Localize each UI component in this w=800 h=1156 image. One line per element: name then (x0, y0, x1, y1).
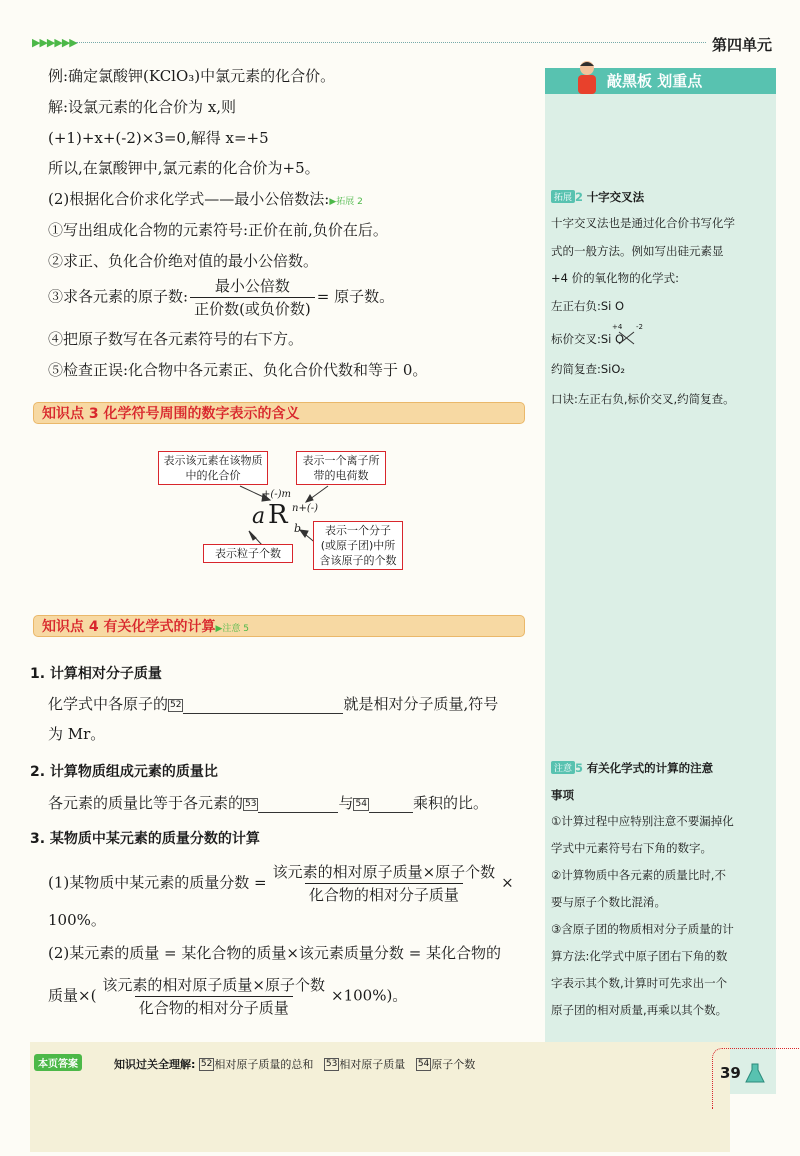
para-3a (48, 862, 514, 905)
para-1a-pre: 化学式中各原子的 (48, 695, 169, 713)
answer-row (114, 1056, 475, 1072)
note-label: 注意 (551, 761, 575, 774)
para-1a-post: 就是相对分子质量,符号 (343, 695, 499, 713)
symbol-charge: n+(-) (292, 503, 319, 514)
note-number: 5 (575, 761, 584, 775)
heading-3: 3. 某物质中某元素的质量分数的计算 (30, 831, 260, 847)
extension-label: 拓展 (551, 190, 575, 203)
symbol-subscript: b (294, 522, 302, 535)
para-2-mid: 与 (338, 794, 354, 812)
extension-heading (551, 189, 644, 205)
symbol-coefficient: a (252, 504, 266, 529)
step-3-pre: ③求各元素的原子数: (48, 287, 189, 306)
symbol-valence: +(-)m (262, 489, 292, 500)
note-line-7: 字表示其个数,计算时可先求出一个 (551, 976, 728, 990)
answer-badge-52: 52 (200, 1059, 213, 1069)
para-3a-pre: (1)某物质中某元素的质量分数 = (48, 873, 267, 892)
example-line-2: 解:设氯元素的化合价为 x,则 (48, 98, 237, 116)
blank-badge-52: 52 (170, 700, 182, 710)
para-3a-post: × (501, 873, 514, 892)
para-1b: 为 Mr。 (48, 725, 106, 743)
cross-arrows-icon (618, 331, 636, 345)
extension-tag: ▶拓展 2 (329, 197, 363, 207)
header-arrows: ▶▶▶▶▶▶ (32, 36, 77, 49)
example-line-3: (+1)+x+(-2)×3=0,解得 x=+5 (48, 129, 269, 147)
para-3d-post: ×100%)。 (331, 986, 408, 1005)
valence-box: 表示该元素在该物质中的化合价 (158, 451, 268, 485)
section-2-title-text: (2)根据化合价求化学式——最小公倍数法: (48, 190, 330, 208)
note-line-6: 算方法:化学式中原子团右下角的数 (551, 949, 728, 963)
note-heading (551, 760, 713, 776)
answer-badge-54: 54 (417, 1059, 430, 1069)
para-3d-numerator: 该元素的相对原子质量×原子个数 (102, 976, 325, 994)
extension-line-7: 口诀:左正右负,标价交叉,约简复查。 (551, 392, 735, 406)
step-5: ⑤检查正误:化合物中各元素正、负化合价代数和等于 0。 (48, 361, 428, 379)
para-3d-denominator: 化合物的相对分子质量 (135, 996, 293, 1018)
sidebar-banner: 敲黑板 划重点 (545, 68, 776, 94)
step-3-denominator: 正价数(或负价数) (190, 297, 315, 319)
para-2-post: 乘积的比。 (412, 794, 488, 812)
extension-number: 2 (575, 190, 584, 204)
unit-title: 第四单元 (712, 36, 773, 54)
step-3-numerator: 最小公倍数 (214, 277, 290, 295)
extension-line-4: 左正右负:Si O (551, 299, 625, 313)
answer-label: 本页答案 (34, 1054, 82, 1071)
note-line-2: 学式中元素符号右下角的数字。 (551, 841, 712, 855)
answer-blank-52[interactable] (183, 697, 343, 714)
knowledge-point-4-header (33, 615, 525, 637)
knowledge-point-4-title: 知识点 4 有关化学式的计算 (42, 619, 216, 635)
flask-icon (744, 1062, 766, 1084)
knowledge-point-3-header: 知识点 3 化学符号周围的数字表示的含义 (33, 402, 525, 424)
extension-line-2: 式的一般方法。例如写出硅元素显 (551, 244, 724, 258)
extension-title: 十字交叉法 (586, 190, 645, 204)
answer-blank-53[interactable] (258, 796, 338, 813)
answer-blank-54[interactable] (369, 796, 413, 813)
note-line-5: ③含原子团的物质相对分子质量的计 (551, 922, 734, 936)
heading-2: 2. 计算物质组成元素的质量比 (30, 764, 218, 780)
step-4: ④把原子数写在各元素符号的右下方。 (48, 330, 304, 348)
step-1: ①写出组成化合物的元素符号:正价在前,负价在后。 (48, 221, 388, 239)
para-3a-denominator: 化合物的相对分子质量 (305, 883, 463, 905)
para-3d-fraction (98, 975, 329, 1018)
note-line-8: 原子团的相对质量,再乘以其个数。 (551, 1003, 728, 1017)
note-line-4: 要与原子个数比混淆。 (551, 895, 666, 909)
teacher-icon (570, 58, 604, 94)
step-3-post: = 原子数。 (316, 287, 395, 306)
blank-badge-54: 54 (355, 799, 367, 809)
answer-title: 知识过关全理解: (114, 1058, 196, 1071)
page-number: 39 (720, 1064, 741, 1082)
para-3c: (2)某元素的质量 = 某化合物的质量×该元素质量分数 = 某化合物的 (48, 944, 502, 962)
note-line-1: ①计算过程中应特别注意不要漏掉化 (551, 814, 734, 828)
silicon-valence: +4 (612, 323, 623, 331)
para-1a (48, 694, 498, 714)
note-title: 有关化学式的计算的注意 (586, 761, 714, 775)
extension-line-3: +4 价的氧化物的化学式: (551, 271, 679, 285)
blank-badge-53: 53 (245, 799, 257, 809)
extension-line-5: 标价交叉:Si O (551, 332, 625, 346)
para-3a-numerator: 该元素的相对原子质量×原子个数 (272, 863, 496, 881)
step-2: ②求正、负化合价绝对值的最小公倍数。 (48, 252, 319, 270)
example-line-4: 所以,在氯酸钾中,氯元素的化合价为+5。 (48, 159, 320, 177)
extension-line-6: 约简复查:SiO₂ (551, 362, 626, 376)
extension-line-1: 十字交叉法也是通过化合价书写化学 (551, 216, 735, 230)
atom-count-box: 表示一个分子(或原子团)中所含该原子的个数 (313, 521, 403, 570)
para-3a-fraction (269, 862, 500, 905)
para-3d (48, 975, 407, 1018)
note-tag: ▶注意 5 (215, 624, 250, 634)
heading-1: 1. 计算相对分子质量 (30, 666, 162, 682)
oxygen-valence: -2 (636, 323, 643, 331)
answer-52: 相对原子质量的总和 (214, 1058, 314, 1071)
ion-charge-box: 表示一个离子所带的电荷数 (296, 451, 386, 485)
answer-53: 相对原子质量 (339, 1058, 406, 1071)
para-3d-pre: 质量×( (48, 986, 97, 1005)
symbol-element: R (268, 500, 288, 530)
note-title-2: 事项 (551, 788, 574, 802)
para-2 (48, 793, 488, 813)
example-line-1: 例:确定氯酸钾(KClO₃)中氯元素的化合价。 (48, 67, 336, 85)
para-3b: 100%。 (48, 911, 106, 929)
particle-count-box: 表示粒子个数 (203, 544, 293, 563)
answer-badge-53: 53 (325, 1059, 338, 1069)
note-line-3: ②计算物质中各元素的质量比时,不 (551, 868, 726, 882)
answer-54: 原子个数 (431, 1058, 476, 1071)
para-2-pre: 各元素的质量比等于各元素的 (48, 794, 244, 812)
